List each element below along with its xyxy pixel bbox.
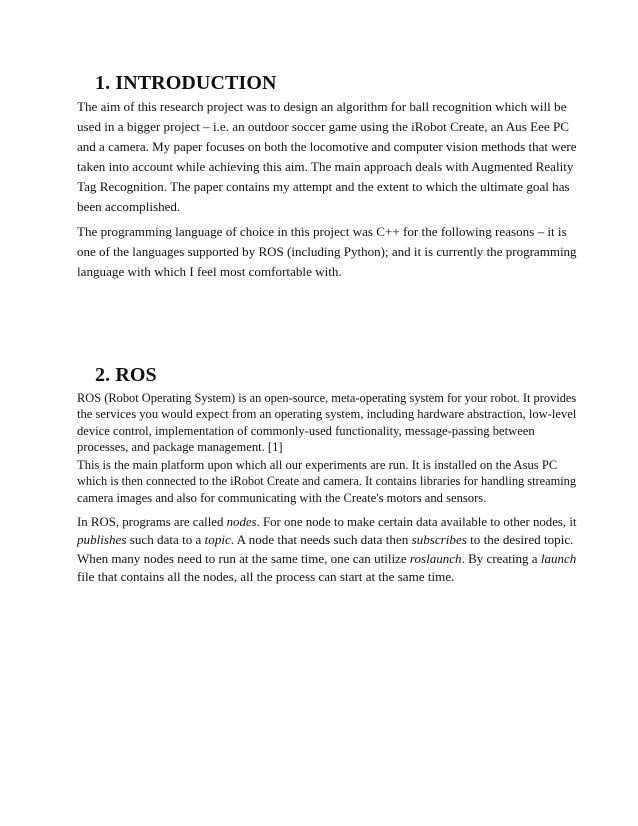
section-heading-introduction: [95, 72, 277, 95]
text-line: The programming language of choice in this project was C++ for the following reasons – it is: [77, 224, 567, 239]
text-line: The aim of this research project was to design an algorithm for ball recognition which will be: [77, 99, 567, 114]
text-line: Tag Recognition. The paper contains my attempt and the extent to which the ultimate goal has: [77, 179, 570, 194]
text-line: which is then connected to the iRobot Create and camera. It contains libraries for handling streaming: [77, 474, 577, 489]
text-line: device control, implementation of commonly-used functionality, message-passing between: [77, 423, 535, 438]
text-line: been accomplished.: [77, 199, 181, 214]
text-run: to the desired topic.: [466, 532, 574, 548]
text-line: ROS (Robot Operating System) is an open-source, meta-operating system for your robot. It provides: [77, 391, 577, 405]
text-line: [77, 531, 577, 549]
term-nodes: nodes: [226, 515, 257, 529]
ros-paragraph-1: [77, 390, 577, 455]
text-run: . For one node to make certain data available to other nodes, it: [256, 515, 577, 529]
intro-paragraph-2: [77, 222, 577, 282]
text-run: such data to a: [126, 532, 205, 548]
section-number: 2.: [95, 364, 111, 386]
text-line: [77, 550, 577, 568]
term-roslaunch: roslaunch: [409, 550, 462, 566]
text-line: [77, 513, 577, 531]
text-line: the services you would expect from an operating system, including hardware abstraction, low-level: [77, 407, 577, 422]
text-line: file that contains all the nodes, all the process can start at the same time.: [77, 568, 455, 584]
term-topic: topic: [204, 532, 231, 548]
ros-paragraph-2: [77, 457, 577, 506]
text-run: . By creating a: [461, 550, 541, 566]
text-line: This is the main platform upon which all our experiments are run. It is installed on the Asus PC: [77, 458, 558, 472]
text-line: processes, and package management. [1]: [77, 439, 283, 454]
term-subscribes: subscribes: [411, 532, 467, 548]
text-line: one of the languages supported by ROS (including Python); and it is currently the programming: [77, 244, 577, 259]
term-launch: launch: [540, 550, 577, 566]
text-line: language with which I feel most comfortable with.: [77, 264, 342, 279]
section-heading-ros: [95, 364, 157, 387]
text-line: camera images and also for communicating with the Create's motors and sensors.: [77, 490, 487, 505]
text-line: and a camera. My paper focuses on both the locomotive and computer vision methods that were: [77, 139, 577, 154]
text-run: . A node that needs such data then: [230, 532, 412, 548]
section-number: 1.: [95, 72, 111, 94]
ros-paragraph-3: [77, 513, 577, 586]
intro-paragraph-1: [77, 97, 577, 217]
section-title: INTRODUCTION: [115, 72, 277, 94]
text-line: taken into account while achieving this aim. The main approach deals with Augmented Reality: [77, 159, 574, 174]
text-run: When many nodes need to run at the same time, one can utilize: [77, 550, 410, 566]
text-line: used in a bigger project – i.e. an outdoor soccer game using the iRobot Create, an Aus Eee PC: [77, 119, 569, 134]
section-title: ROS: [115, 364, 157, 386]
text-run: In ROS, programs are called: [77, 515, 227, 529]
term-publishes: publishes: [77, 532, 127, 548]
